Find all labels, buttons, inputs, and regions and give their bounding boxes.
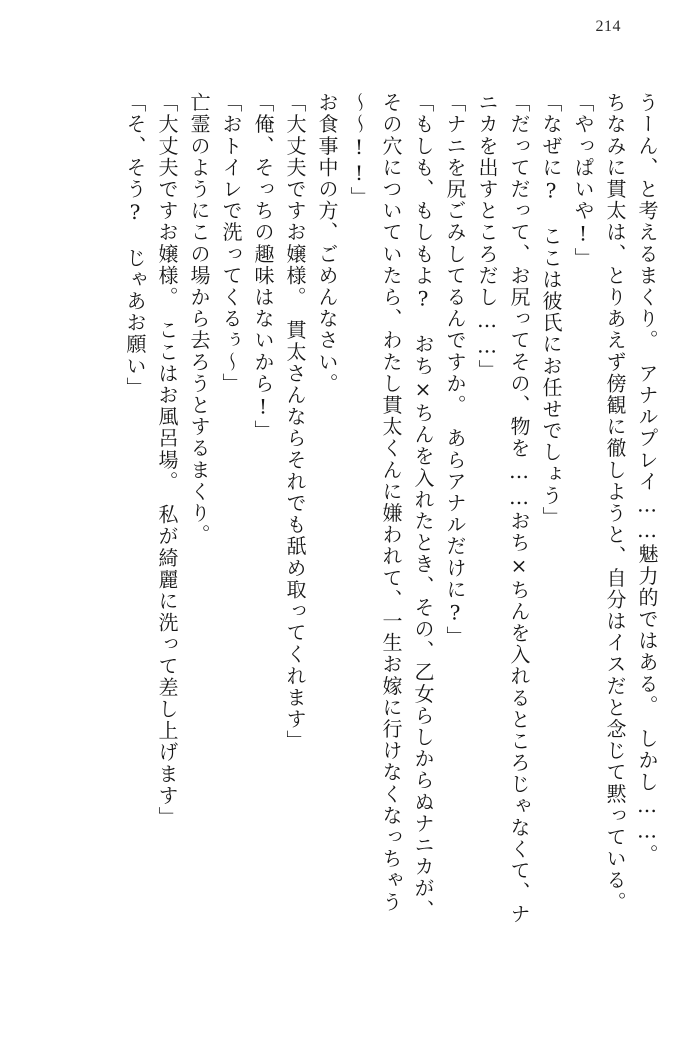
text-line: 「大丈夫ですお嬢様。 貫太さんならそれでも舐め取ってくれます」 <box>283 92 307 752</box>
text-line: 「俺、そっちの趣味はないから!」 <box>251 92 275 442</box>
text-line: 「おトイレで洗ってくるぅ～」 <box>219 92 243 395</box>
text-line: 「だってだって、お尻ってその、物を……おち×ちんを入れるところじゃなくて、ナ <box>507 92 531 925</box>
text-line: 「もしも、もしもよ? おち×ちんを入れたとき、その、乙女らしからぬナニカが、 <box>411 92 435 921</box>
vertical-text-body <box>40 92 657 1022</box>
text-line: ～～!!」 <box>347 92 371 208</box>
text-line: 「大丈夫ですお嬢様。 ここはお風呂場。 私が綺麗に洗って差し上げます」 <box>155 92 179 828</box>
text-line: お食事中の方、ごめんなさい。 <box>315 92 339 395</box>
text-line: 「そ、そう? じゃあお願い」 <box>123 92 147 399</box>
text-line: 「やっぱいや!」 <box>571 92 595 269</box>
text-line: 「なぜに? ここは彼氏にお任せでしょう」 <box>539 92 563 528</box>
text-line: その穴についていたら、わたし貫太くんに嫌われて、一生お嫁に行けなくなっちゃう <box>379 92 403 913</box>
text-line: うーん、と考えるまくり。 アナルプレイ……魅力的ではある。 しかし……。 <box>635 92 659 866</box>
text-line: 「ナニを尻ごみしてるんですか。 あらアナルだけに?」 <box>443 92 467 648</box>
text-line: ちなみに貫太は、とりあえず傍観に徹しようと、自分はイスだと念じて黙っている。 <box>603 92 627 913</box>
text-line: 亡霊のようにこの場から去ろうとするまくり。 <box>187 92 211 546</box>
text-line: ニカを出すところだし……」 <box>475 92 499 381</box>
page-number: 214 <box>595 18 621 35</box>
